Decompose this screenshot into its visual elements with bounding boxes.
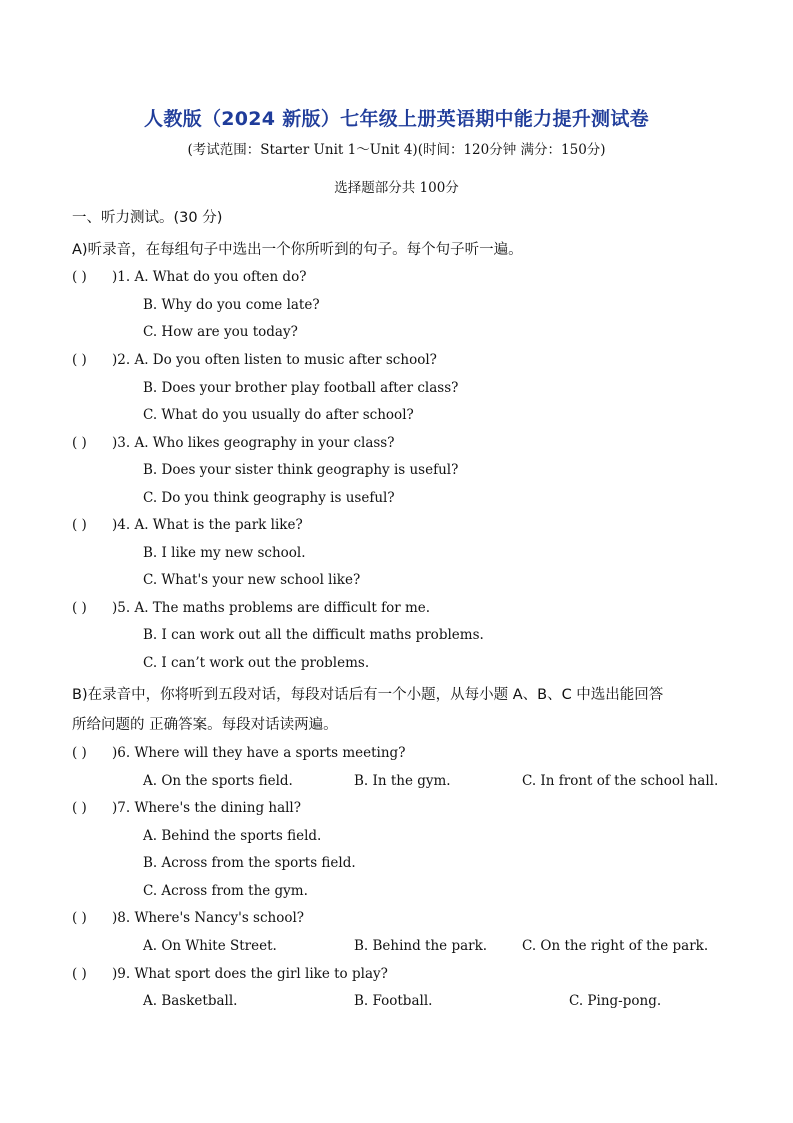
exam-title: 人教版（2024 新版）七年级上册英语期中能力提升测试卷 (144, 108, 649, 130)
option-b: B. Does your sister think geography is useful? (143, 462, 459, 478)
question-stem: )4. A. What is the park like? (112, 517, 303, 533)
question-stem: )9. What sport does the girl like to play? (112, 966, 388, 982)
part-b-instruction-line1: B)在录音中，你将听到五段对话，每段对话后有一个小题，从每小题 A、B、C 中选出能回答 (72, 687, 664, 703)
option-b: B. I like my new school. (143, 545, 306, 561)
part-b-instruction-line2: 所给问题的 正确答案。每段对话读两遍。 (72, 717, 338, 733)
question-stem: )7. Where's the dining hall? (112, 800, 301, 816)
option-c: C. Do you think geography is useful? (143, 490, 395, 506)
option-c: C. On the right of the park. (522, 938, 709, 954)
answer-blank[interactable]: ( ) (72, 800, 87, 816)
answer-blank[interactable]: ( ) (72, 966, 87, 982)
exam-subtitle: (考试范围：Starter Unit 1〜Unit 4)(时间：120分钟 满分：150分) (187, 142, 606, 158)
option-c: C. I can’t work out the problems. (143, 655, 370, 671)
option-b: B. Does your brother play football after class? (143, 380, 459, 396)
option-c: C. Across from the gym. (143, 883, 308, 899)
option-a: A. Basketball. (143, 993, 238, 1009)
part-a-instruction: A)听录音，在每组句子中选出一个你所听到的句子。每个句子听一遍。 (72, 242, 523, 258)
question-stem: )6. Where will they have a sports meeting? (112, 745, 406, 761)
option-c: C. How are you today? (143, 324, 298, 340)
question-stem: )1. A. What do you often do? (112, 269, 307, 285)
answer-blank[interactable]: ( ) (72, 517, 87, 533)
option-b: B. Football. (354, 993, 433, 1009)
option-c: C. What do you usually do after school? (143, 407, 414, 423)
option-c: C. Ping-pong. (569, 993, 662, 1009)
option-a: A. On White Street. (143, 938, 277, 954)
answer-blank[interactable]: ( ) (72, 352, 87, 368)
question-stem: )5. A. The maths problems are difficult for me. (112, 600, 431, 616)
section-heading: 一、听力测试。(30 分) (72, 210, 223, 226)
question-stem: )2. A. Do you often listen to music after school? (112, 352, 437, 368)
option-b: B. In the gym. (354, 773, 451, 789)
option-c: C. In front of the school hall. (522, 773, 719, 789)
option-b: B. Behind the park. (354, 938, 488, 954)
answer-blank[interactable]: ( ) (72, 435, 87, 451)
part-note: 选择题部分共 100分 (334, 180, 459, 196)
answer-blank[interactable]: ( ) (72, 745, 87, 761)
question-stem: )3. A. Who likes geography in your class? (112, 435, 395, 451)
option-b: B. Why do you come late? (143, 297, 320, 313)
option-c: C. What's your new school like? (143, 572, 361, 588)
answer-blank[interactable]: ( ) (72, 910, 87, 926)
option-a: A. On the sports field. (143, 773, 293, 789)
option-b: B. Across from the sports field. (143, 855, 356, 871)
answer-blank[interactable]: ( ) (72, 269, 87, 285)
answer-blank[interactable]: ( ) (72, 600, 87, 616)
option-b: B. I can work out all the difficult maths problems. (143, 627, 484, 643)
option-a: A. Behind the sports field. (143, 828, 322, 844)
question-stem: )8. Where's Nancy's school? (112, 910, 305, 926)
